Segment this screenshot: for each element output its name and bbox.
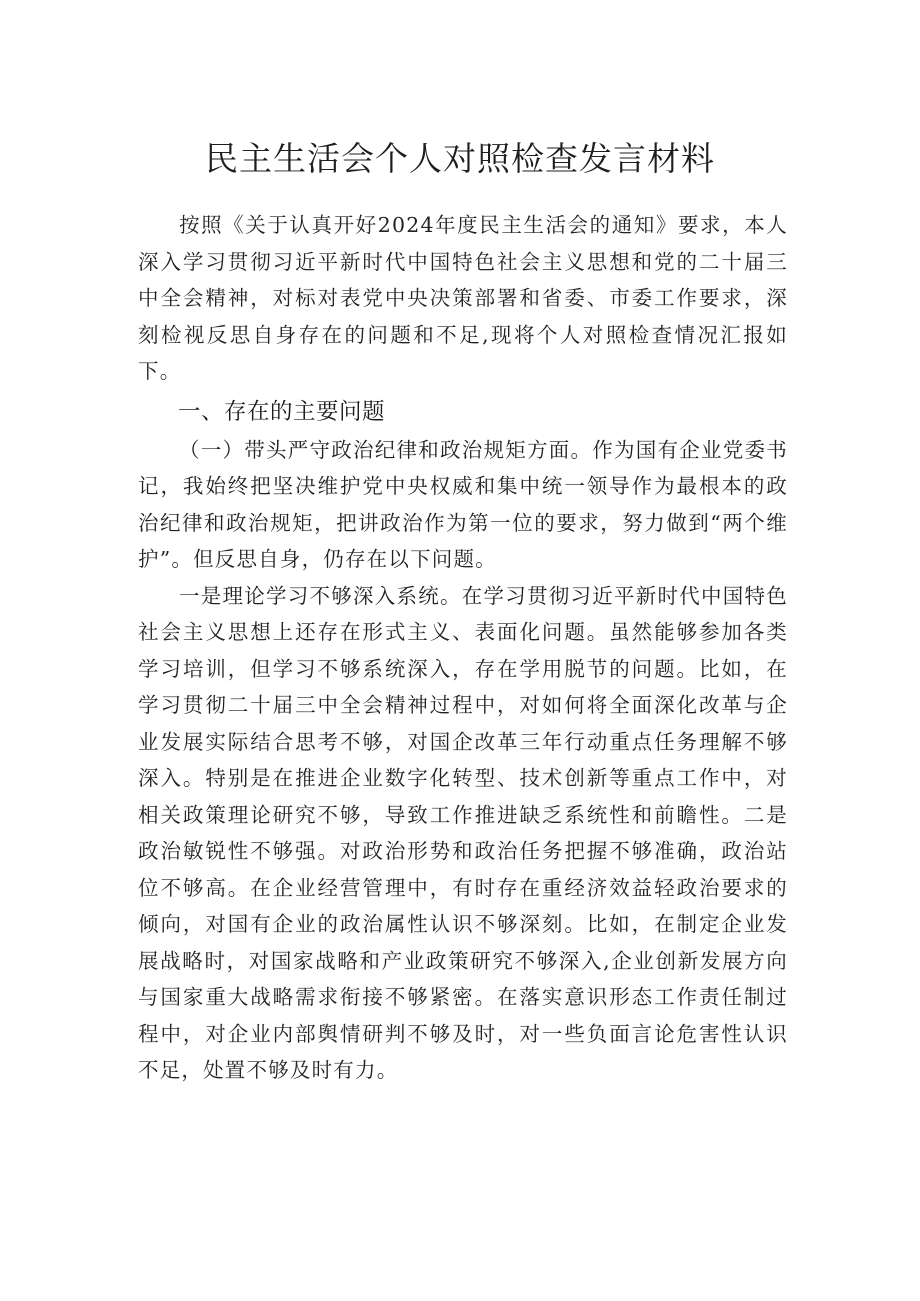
section-heading: 一、存在的主要问题: [178, 398, 386, 425]
intro-paragraph: 按照《关于认真开好2024年度民主生活会的通知》要求，本人深入学习贯彻习近平新时代中国特色社会主义思想和党的二十届三中全会精神，对标对表党中央决策部署和省委、市委工作要求，深刻检视反思自身存在的问题和不足,现将个人对照检查情况汇报如下。: [138, 213, 788, 383]
subsection-paragraph: （一）带头严守政治纪律和政治规矩方面。作为国有企业党委书记，我始终把坚决维护党中央权威和集中统一领导作为最根本的政治纪律和政治规矩，把讲政治作为第一位的要求，努力做到“两个维护”。但反思自身，仍存在以下问题。: [138, 437, 788, 571]
document-body: [138, 207, 788, 1089]
body-paragraph: 一是理论学习不够深入系统。在学习贯彻习近平新时代中国特色社会主义思想上还存在形式主义、表面化问题。虽然能够参加各类学习培训，但学习不够系统深入，存在学用脱节的问题。比如，在学习贯彻二十届三中全会精神过程中，对如何将全面深化改革与企业发展实际结合思考不够，对国企改革三年行动重点任务理解不够深入。特别是在推进企业数字化转型、技术创新等重点工作中，对相关政策理论研究不够，导致工作推进缺乏系统性和前瞻性。二是政治敏锐性不够强。对政治形势和政治任务把握不够准确，政治站位不够高。在企业经营管理中，有时存在重经济效益轻政治要求的倾向，对国有企业的政治属性认识不够深刻。比如，在制定企业发展战略时，对国家战略和产业政策研究不够深入,企业创新发展方向与国家重大战略需求衔接不够紧密。在落实意识形态工作责任制过程中，对企业内部舆情研判不够及时，对一些负面言论危害性认识不足，处置不够及时有力。: [138, 583, 788, 1082]
document-title: 民主生活会个人对照检查发言材料: [205, 139, 715, 178]
